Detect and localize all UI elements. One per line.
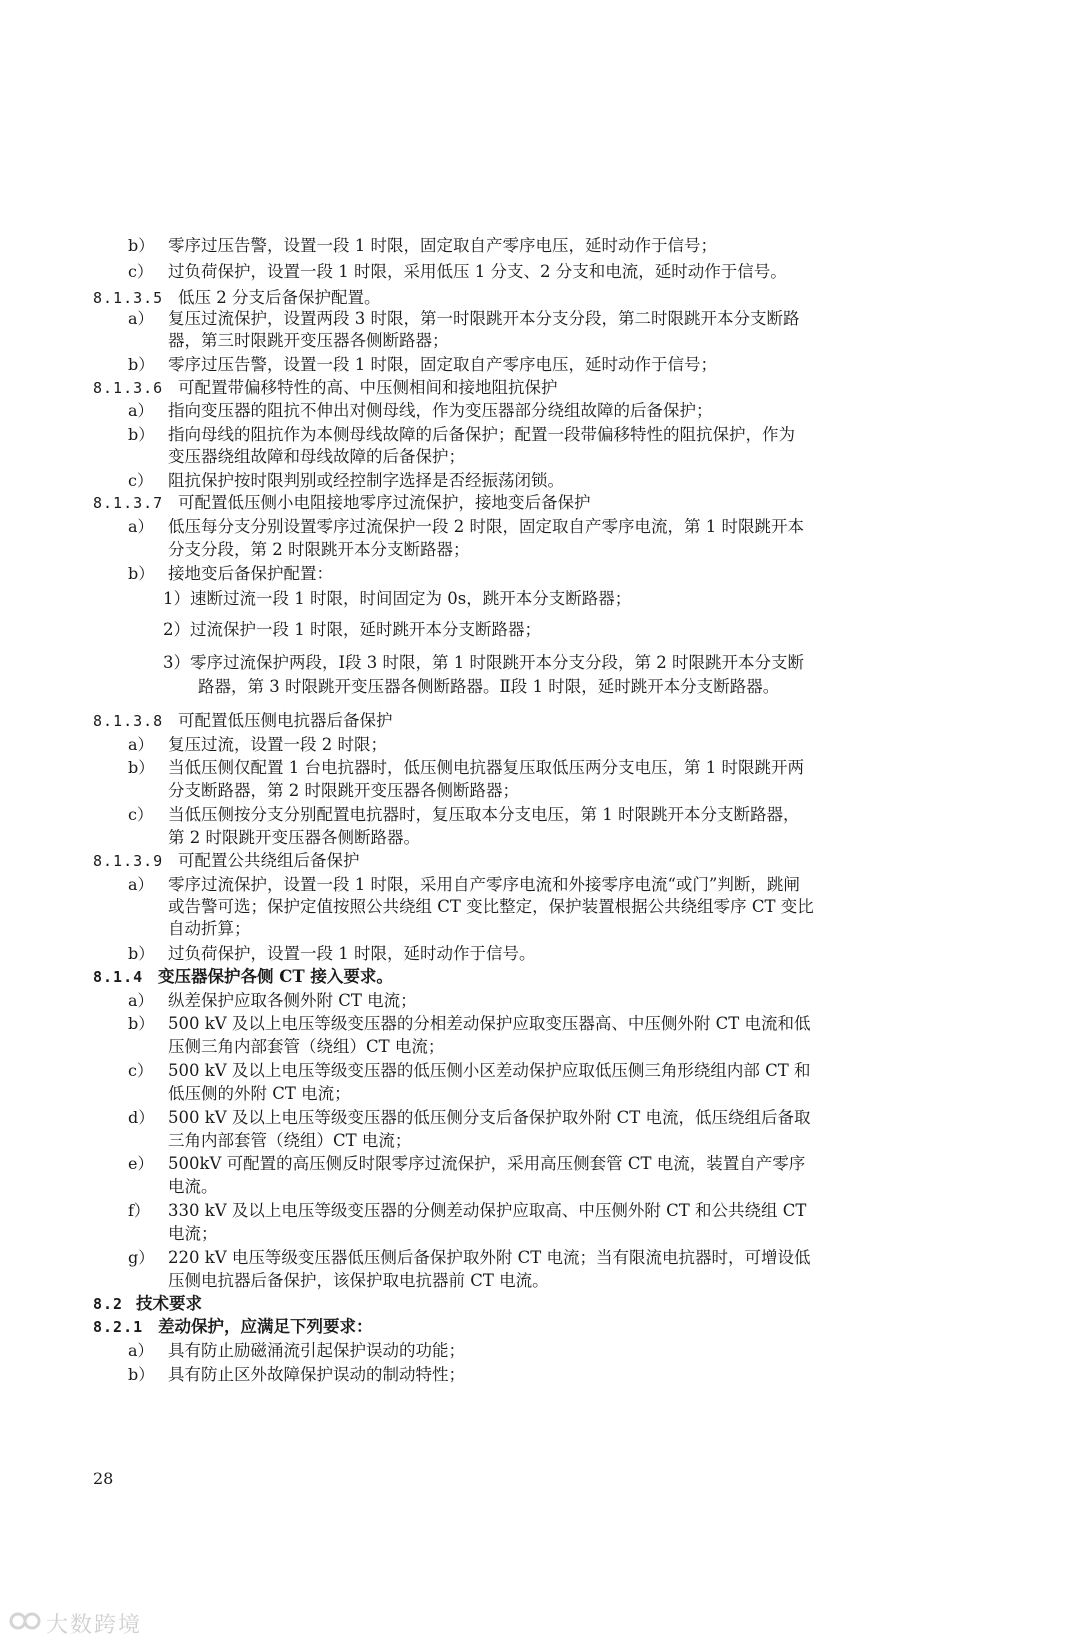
item-marker: a） bbox=[128, 309, 154, 328]
section-number: 8.1.3.8 bbox=[93, 712, 164, 730]
text-line: 指向母线的阻抗作为本侧母线故障的后备保护；配置一段带偏移特性的阻抗保护，作为 bbox=[168, 425, 795, 444]
text-line: 第 2 时限跳开变压器各侧断路器。 bbox=[168, 828, 420, 847]
item-marker: c） bbox=[128, 1061, 153, 1080]
item-marker: b） bbox=[128, 425, 155, 444]
text-line: 零序过压告警，设置一段 1 时限，固定取自产零序电压，延时动作于信号； bbox=[168, 355, 717, 374]
section-number: 8.1.3.9 bbox=[93, 852, 164, 870]
section-title: 可配置带偏移特性的高、中压侧相间和接地阻抗保护 bbox=[178, 378, 558, 397]
item-marker: c） bbox=[128, 262, 153, 281]
text-line: 纵差保护应取各侧外附 CT 电流； bbox=[168, 991, 417, 1010]
section-title: 可配置低压侧电抗器后备保护 bbox=[178, 711, 393, 730]
section-title: 可配置低压侧小电阻接地零序过流保护，接地变后备保护 bbox=[178, 493, 591, 512]
section-title: 差动保护，应满足下列要求： bbox=[158, 1317, 373, 1336]
item-marker: b） bbox=[128, 758, 155, 777]
text-line: 压侧三角内部套管（绕组）CT 电流； bbox=[168, 1037, 445, 1056]
section-title: 可配置公共绕组后备保护 bbox=[178, 851, 360, 870]
text-line: 分支分段，第 2 时限跳开本分支断路器； bbox=[168, 540, 470, 559]
text-line: 过负荷保护，设置一段 1 时限，采用低压 1 分支、2 分支和电流，延时动作于信号。 bbox=[168, 262, 787, 281]
item-marker: b） bbox=[128, 355, 155, 374]
text-line: 压侧电抗器后备保护，该保护取电抗器前 CT 电流。 bbox=[168, 1271, 549, 1290]
item-marker: c） bbox=[128, 471, 153, 490]
text-line: 三角内部套管（绕组）CT 电流； bbox=[168, 1131, 412, 1150]
sub-item: 1）速断过流一段 1 时限，时间固定为 0s，跳开本分支断路器； bbox=[163, 589, 632, 608]
section-number: 8.2.1 bbox=[93, 1318, 144, 1336]
sub-item: 3）零序过流保护两段，Ⅰ段 3 时限，第 1 时限跳开本分支分段，第 2 时限跳开本分支断 bbox=[163, 653, 804, 672]
item-marker: b） bbox=[128, 564, 155, 583]
section-number: 8.1.3.7 bbox=[93, 494, 164, 512]
text-line: 接地变后备保护配置： bbox=[168, 564, 333, 583]
text-line: 复压过流保护，设置两段 3 时限，第一时限跳开本分支分段，第二时限跳开本分支断路 bbox=[168, 309, 800, 328]
item-marker: c） bbox=[128, 805, 153, 824]
text-line: 低压每分支分别设置零序过流保护一段 2 时限，固定取自产零序电流，第 1 时限跳开本 bbox=[168, 517, 804, 536]
text-line: 当低压侧仅配置 1 台电抗器时，低压侧电抗器复压取低压两分支电压，第 1 时限跳开两 bbox=[168, 758, 804, 777]
text-line: 当低压侧按分支分别配置电抗器时，复压取本分支电压，第 1 时限跳开本分支断路器， bbox=[168, 805, 800, 824]
section-number: 8.1.3.5 bbox=[93, 289, 164, 307]
item-marker: g） bbox=[128, 1248, 155, 1267]
section-number: 8.1.4 bbox=[93, 968, 144, 986]
text-line: 或告警可选；保护定值按照公共绕组 CT 变比整定，保护装置根据公共绕组零序 CT 变比 bbox=[168, 897, 814, 916]
item-marker: b） bbox=[128, 1365, 155, 1384]
text-line: 零序过流保护，设置一段 1 时限，采用自产零序电流和外接零序电流“或门”判断，跳闸 bbox=[168, 875, 800, 894]
text-line: 复压过流，设置一段 2 时限； bbox=[168, 735, 387, 754]
item-marker: a） bbox=[128, 1341, 154, 1360]
text-line: 变压器绕组故障和母线故障的后备保护； bbox=[168, 447, 465, 466]
text-line: 低压侧的外附 CT 电流； bbox=[168, 1084, 351, 1103]
text-line: 分支断路器，第 2 时限跳开变压器各侧断路器； bbox=[168, 781, 519, 800]
text-line: 零序过压告警，设置一段 1 时限，固定取自产零序电压，延时动作于信号； bbox=[168, 236, 717, 255]
text-line: 500kV 可配置的高压侧反时限零序过流保护，采用高压侧套管 CT 电流，装置自产零序 bbox=[168, 1154, 806, 1173]
text-line: 500 kV 及以上电压等级变压器的分相差动保护应取变压器高、中压侧外附 CT 电流和低 bbox=[168, 1014, 811, 1033]
text-line: 500 kV 及以上电压等级变压器的低压侧分支后备保护取外附 CT 电流，低压绕组后备取 bbox=[168, 1108, 811, 1127]
text-line: 具有防止励磁涌流引起保护误动的功能； bbox=[168, 1341, 465, 1360]
sub-item: 2）过流保护一段 1 时限，延时跳开本分支断路器； bbox=[163, 620, 541, 639]
item-marker: b） bbox=[128, 1014, 155, 1033]
item-marker: f） bbox=[128, 1201, 150, 1220]
item-marker: a） bbox=[128, 735, 154, 754]
item-marker: d） bbox=[128, 1108, 155, 1127]
section-title: 变压器保护各侧 CT 接入要求。 bbox=[158, 967, 393, 986]
text-line: 自动折算； bbox=[168, 919, 251, 938]
item-marker: a） bbox=[128, 875, 154, 894]
section-number: 8.2 bbox=[93, 1295, 124, 1313]
text-line: 过负荷保护，设置一段 1 时限，延时动作于信号。 bbox=[168, 944, 536, 963]
sub-item: 路器，第 3 时限跳开变压器各侧断路器。Ⅱ段 1 时限，延时跳开本分支断路器。 bbox=[198, 677, 780, 696]
text-line: 220 kV 电压等级变压器低压侧后备保护取外附 CT 电流；当有限流电抗器时，可增设低 bbox=[168, 1248, 811, 1267]
item-marker: e） bbox=[128, 1154, 154, 1173]
section-title: 技术要求 bbox=[136, 1294, 202, 1313]
item-marker: b） bbox=[128, 236, 155, 255]
item-marker: b） bbox=[128, 944, 155, 963]
watermark-logo-icon bbox=[8, 1604, 42, 1638]
item-marker: a） bbox=[128, 517, 154, 536]
text-line: 500 kV 及以上电压等级变压器的低压侧小区差动保护应取低压侧三角形绕组内部 CT 和 bbox=[168, 1061, 811, 1080]
watermark-text: 大数跨境 bbox=[46, 1613, 143, 1638]
item-marker: a） bbox=[128, 991, 154, 1010]
text-line: 指向变压器的阻抗不伸出对侧母线，作为变压器部分绕组故障的后备保护； bbox=[168, 401, 713, 420]
text-line: 电流。 bbox=[168, 1177, 218, 1196]
text-line: 阻抗保护按时限判别或经控制字选择是否经振荡闭锁。 bbox=[168, 471, 564, 490]
text-line: 具有防止区外故障保护误动的制动特性； bbox=[168, 1365, 465, 1384]
text-line: 330 kV 及以上电压等级变压器的分侧差动保护应取高、中压侧外附 CT 和公共绕组 CT bbox=[168, 1201, 807, 1220]
text-line: 器，第三时限跳开变压器各侧断路器； bbox=[168, 331, 449, 350]
section-title: 低压 2 分支后备保护配置。 bbox=[178, 288, 381, 307]
page-number: 28 bbox=[93, 1469, 114, 1488]
item-marker: a） bbox=[128, 401, 154, 420]
section-number: 8.1.3.6 bbox=[93, 379, 164, 397]
text-line: 电流； bbox=[168, 1224, 218, 1243]
